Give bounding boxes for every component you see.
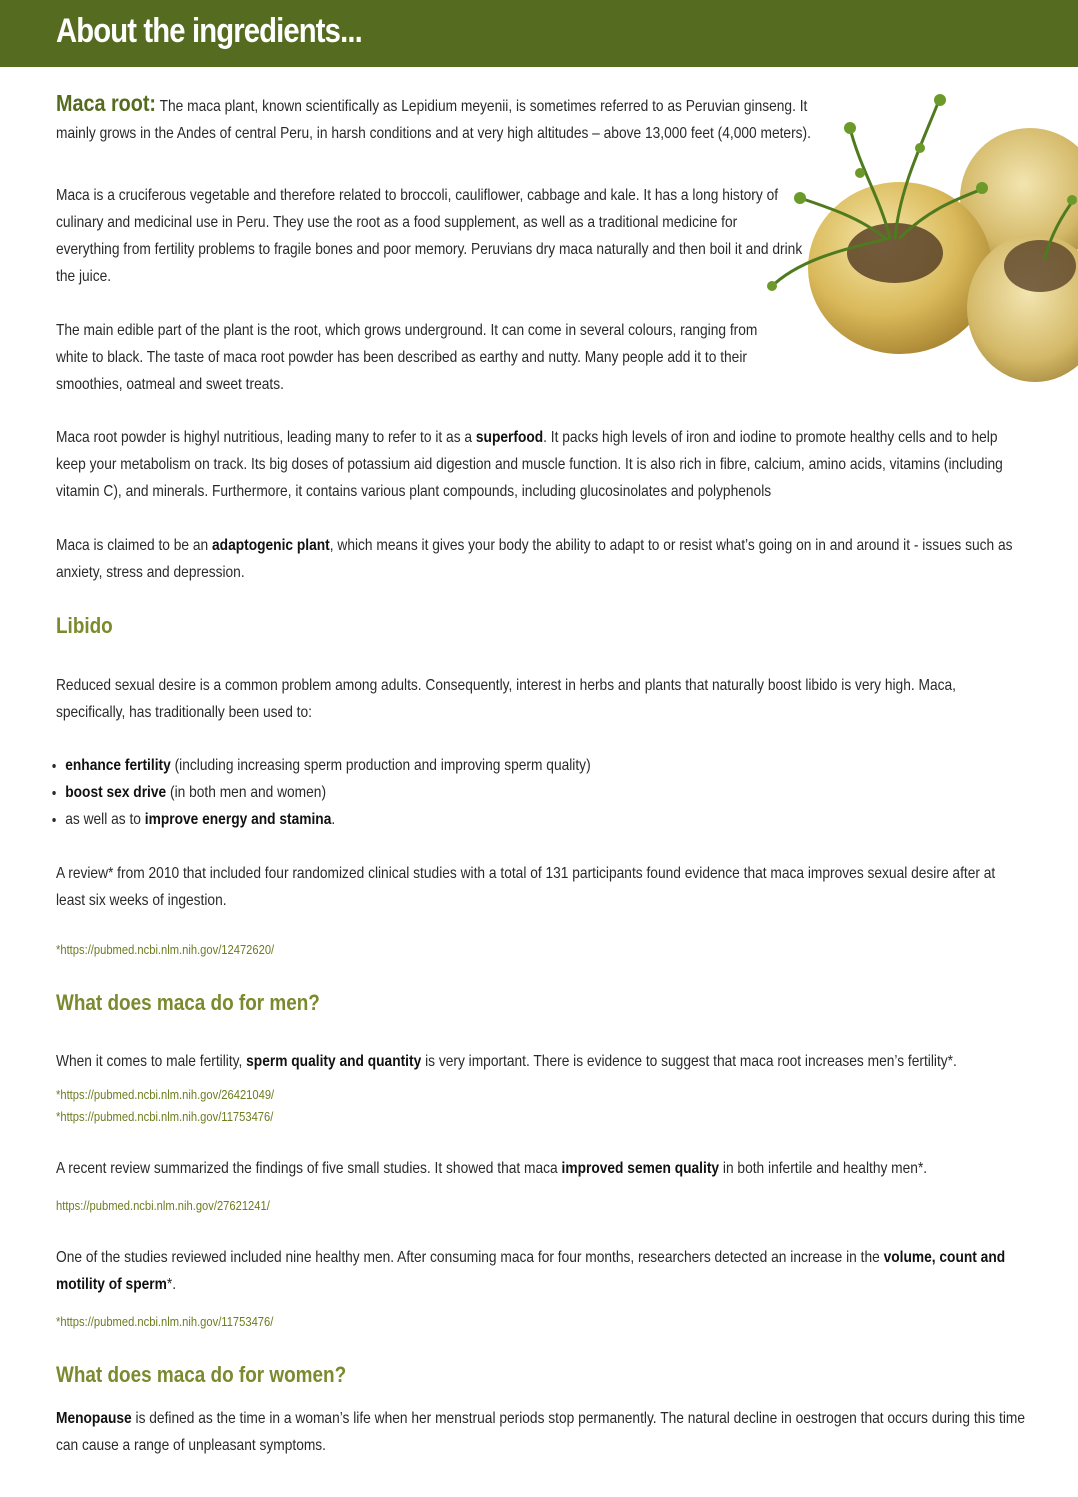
men-reference-link-3[interactable]: https://pubmed.ncbi.nlm.nih.gov/27621241/ [56, 1198, 270, 1213]
maca-paragraph-2: Maca is a cruciferous vegetable and therefore related to broccoli, cauliflower, cabbage and kale. It has a long history of culinary and medicinal use in Peru. They use the root as a food supplement, as well as a traditional medicine for everything from fertility problems to fragile bones and poor memory. Peruvians dry maca naturally and then boil it and drink the juice. [56, 187, 803, 285]
men-paragraph-1: When it comes to male fertility, sperm quality and quantity is very important. There is evidence to suggest that maca root increases men’s fertility*. [56, 1053, 957, 1070]
maca-root-heading: Maca root: [56, 90, 157, 116]
libido-paragraph-1: Reduced sexual desire is a common problem among adults. Consequently, interest in herbs and plants that naturally boost libido is very high. Maca, specifically, has traditionally been used to: [56, 677, 956, 721]
women-heading: What does maca do for women? [56, 1362, 347, 1387]
women-paragraph-1: Menopause is defined as the time in a woman’s life when her menstrual periods stop permanently. The natural decline in oestrogen that occurs during this time can cause a range of unpleasant symptoms. [56, 1410, 1026, 1454]
men-paragraph-2: A recent review summarized the findings of five small studies. It showed that maca improved semen quality in both infertile and healthy men*. [56, 1160, 928, 1177]
maca-paragraph-4: Maca root powder is highyl nutritious, leading many to refer to it as a superfood. It packs high levels of iron and iodine to promote healthy cells and to help keep your metabolism on track. Its big doses of potassium aid digestion and muscle function. It is also rich in fibre, calcium, amino acids, vitamins (including vitamin C), and minerals. Furthermore, it contains various plant compounds, including glucosinolates and polyphenols [56, 429, 1003, 500]
maca-intro-paragraph: Maca root: The maca plant, known scientifically as Lepidium meyenii, is sometimes referred to as Peruvian ginseng. It mainly grows in the Andes of central Peru, in harsh conditions and at very high altitudes – above 13,000 feet (4,000 meters). [56, 90, 811, 142]
maca-paragraph-3: The main edible part of the plant is the root, which grows underground. It can come in several colours, ranging from white to black. The taste of maca root powder has been described as earthy and nutty. Many people add it to their smoothies, oatmeal and sweet treats. [56, 322, 758, 393]
men-reference-link-2[interactable]: *https://pubmed.ncbi.nlm.nih.gov/11753476/ [56, 1109, 274, 1124]
men-reference-link-4[interactable]: *https://pubmed.ncbi.nlm.nih.gov/11753476/ [56, 1314, 274, 1329]
men-paragraph-3: One of the studies reviewed included nine healthy men. After consuming maca for four months, researchers detected an increase in the volume, count and motility of sperm*. [56, 1249, 1006, 1293]
header-banner [0, 0, 1078, 67]
list-item: • enhance fertility (including increasing sperm production and improving sperm quality) [65, 752, 1006, 779]
libido-paragraph-2: A review* from 2010 that included four randomized clinical studies with a total of 131 participants found evidence that maca improves sexual desire after at least six weeks of ingestion. [56, 865, 996, 909]
men-heading: What does maca do for men? [56, 990, 320, 1015]
libido-heading: Libido [56, 613, 113, 638]
list-item: • boost sex drive (in both men and women) [65, 779, 1006, 806]
maca-paragraph-5: Maca is claimed to be an adaptogenic plant, which means it gives your body the ability to adapt to or resist what’s going on in and around it - issues such as anxiety, stress and depression. [56, 537, 1013, 581]
page-title: About the ingredients... [56, 12, 362, 50]
libido-bullet-list [36, 752, 1006, 833]
libido-reference-link[interactable]: *https://pubmed.ncbi.nlm.nih.gov/12472620/ [56, 942, 275, 957]
list-item: • as well as to improve energy and stamina. [65, 806, 1006, 833]
men-reference-link-1[interactable]: *https://pubmed.ncbi.nlm.nih.gov/26421049/ [56, 1087, 275, 1102]
